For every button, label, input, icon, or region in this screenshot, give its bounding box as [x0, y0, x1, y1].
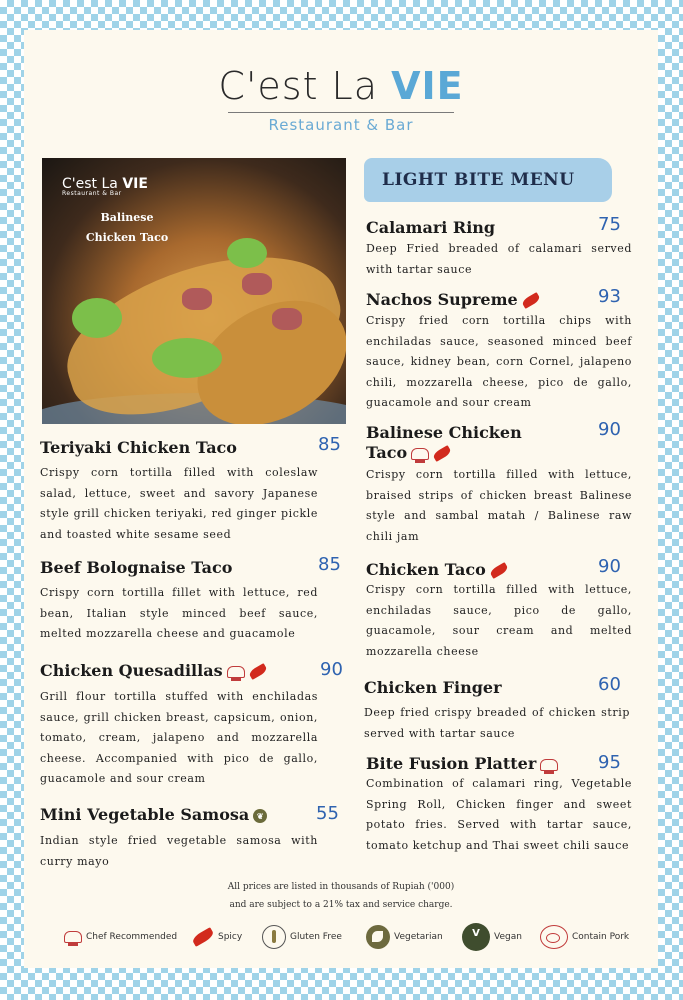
chili-icon: [521, 292, 541, 309]
menu-item-desc: Deep fried crispy breaded of chicken strip served with tartar sauce: [364, 706, 630, 740]
menu-item-name-row: [40, 805, 318, 825]
taco-photo: [42, 158, 346, 424]
legend-label: Vegan: [494, 932, 522, 942]
chili-icon: [432, 445, 452, 462]
menu-item: [40, 659, 343, 790]
menu-item-desc: Combination of calamari ring, Vegetable Spring Roll, Chicken finger and sweet potato fries. Served with tartar sauce, tomato ketchup and Thai sweet chili sauce: [366, 777, 632, 852]
price-footnote: [24, 878, 658, 914]
chili-icon: [191, 927, 215, 947]
menu-item-name: Teriyaki Chicken Taco: [40, 438, 237, 457]
menu-item: [40, 434, 341, 545]
menu-item-name: Bite Fusion Platter: [366, 754, 537, 773]
section-banner: [364, 158, 612, 202]
logo-title: [24, 64, 658, 108]
legend-item: [262, 922, 342, 952]
chef-hat-icon: [227, 666, 245, 678]
menu-item-desc: Crispy fried corn tortilla chips with enchiladas sauce, seasoned minced beef sauce, kidney bean, corn Cornel, jalapeno chili, mozzarella cheese, pico de gallo, guacamole and sour cream: [366, 314, 632, 409]
menu-item-price: 90: [320, 659, 343, 680]
menu-item-desc: Crispy corn tortilla filled with lettuce, enchiladas sauce, pico de gallo, guacamole, sour cream and melted mozzarella cheese: [366, 583, 632, 658]
menu-item-price: 95: [598, 752, 621, 773]
legend-item: [64, 922, 177, 952]
menu-item-price: 85: [318, 434, 341, 455]
footnote-line1: All prices are listed in thousands of Rupiah ('000): [227, 882, 455, 892]
menu-item: [366, 754, 632, 856]
chef-hat-icon: [411, 448, 429, 460]
logo-divider: [228, 112, 454, 113]
menu-item-name: Chicken Finger: [364, 678, 502, 697]
menu-item: [40, 803, 339, 872]
menu-item-desc: Crispy corn tortilla filled with lettuce, braised strips of chicken breast Balinese style and sambal matah / Balinese raw chili jam: [366, 468, 632, 543]
chili-icon: [248, 663, 268, 680]
menu-item-name: Chicken Taco: [366, 560, 486, 579]
restaurant-logo: [24, 64, 658, 134]
vegetarian-icon: ❦: [253, 809, 267, 823]
photo-herb: [227, 238, 267, 268]
menu-item-name: Beef Bolognaise Taco: [40, 558, 233, 577]
menu-item-price: 90: [598, 419, 621, 440]
legend-label: Spicy: [218, 932, 243, 942]
legend-label: Chef Recommended: [86, 932, 178, 942]
logo-subtitle: Restaurant & Bar: [268, 116, 414, 134]
section-title: LIGHT BITE MENU: [382, 170, 575, 190]
menu-item-name-line2: Taco: [366, 443, 408, 462]
menu-item-price: 90: [598, 556, 621, 577]
photo-brand-part2: VIE: [122, 176, 148, 192]
menu-item-name-row: [40, 661, 318, 681]
menu-page: [24, 30, 658, 968]
menu-item-price: 60: [598, 674, 621, 695]
photo-lettuce: [152, 338, 222, 378]
chili-icon: [489, 562, 509, 579]
legend-item: [540, 922, 629, 952]
menu-item-desc: Grill flour tortilla stuffed with enchiladas sauce, grill chicken breast, capsicum, onion, tomato, cream, jalapeno and mozzarella cheese. Accompanied with pico de gallo, guacamole and sour cream: [40, 690, 318, 785]
menu-item-price: 75: [598, 214, 621, 235]
vegetarian-icon: [366, 925, 390, 949]
photo-lettuce-2: [72, 298, 122, 338]
legend-label: Vegetarian: [394, 932, 443, 942]
photo-caption-line2: Chicken Taco: [85, 231, 169, 244]
menu-item-price: 85: [318, 554, 341, 575]
menu-item-price: 55: [316, 803, 339, 824]
legend-label: Contain Pork: [572, 932, 630, 942]
menu-item: [366, 286, 632, 414]
legend-item: [192, 922, 242, 952]
menu-item-name-row: [366, 754, 632, 774]
menu-item-desc: Crispy corn tortilla filled with coleslaw salad, lettuce, sweet and savory Japanese style grill chicken teriyaki, red ginger pickle and toasted white sesame seed: [40, 466, 318, 541]
photo-caption-line1: Balinese: [100, 211, 154, 224]
logo-name-part2: VIE: [391, 64, 464, 108]
gluten-free-icon: [262, 925, 286, 949]
menu-item-name-row: [366, 443, 632, 463]
menu-item-desc: Deep Fried breaded of calamari served with tartar sauce: [366, 242, 632, 276]
menu-item-name: Chicken Quesadillas: [40, 661, 223, 680]
menu-item-name: Nachos Supreme: [366, 290, 518, 309]
menu-item-desc: Indian style fried vegetable samosa with curry mayo: [40, 834, 318, 868]
photo-brand-watermark: [62, 176, 148, 197]
photo-brand-part1: C'est La: [62, 176, 123, 192]
menu-item: [366, 556, 632, 662]
legend-item: [462, 922, 522, 952]
menu-item: [40, 554, 341, 645]
menu-item: [366, 419, 632, 547]
photo-meat-3: [272, 308, 302, 330]
icon-legend: [64, 922, 644, 952]
photo-caption: [62, 208, 192, 248]
legend-item: [366, 922, 443, 952]
footnote-line2: and are subject to a 21% tax and service charge.: [229, 900, 453, 910]
menu-item-desc: Crispy corn tortilla fillet with lettuce, red bean, Italian style minced beef sauce, melted mozzarella cheese and guacamole: [40, 586, 318, 640]
legend-label: Gluten Free: [290, 932, 342, 942]
pork-icon: [540, 925, 568, 949]
photo-brand-sub: Restaurant & Bar: [62, 190, 122, 197]
chef-hat-icon: [64, 931, 82, 943]
photo-meat: [182, 288, 212, 310]
menu-item-name-row: [366, 290, 632, 310]
menu-item-price: 93: [598, 286, 621, 307]
photo-meat-2: [242, 273, 272, 295]
menu-item: [366, 214, 632, 280]
menu-item-name-row: [366, 560, 632, 580]
menu-item-name: Balinese Chicken: [366, 423, 522, 442]
logo-name-part1: C'est La: [218, 64, 392, 108]
chef-hat-icon: [540, 759, 558, 771]
menu-item-name: Calamari Ring: [366, 218, 496, 237]
vegan-icon: [462, 923, 490, 951]
menu-item-name: Mini Vegetable Samosa: [40, 805, 250, 824]
menu-item: [364, 674, 630, 744]
